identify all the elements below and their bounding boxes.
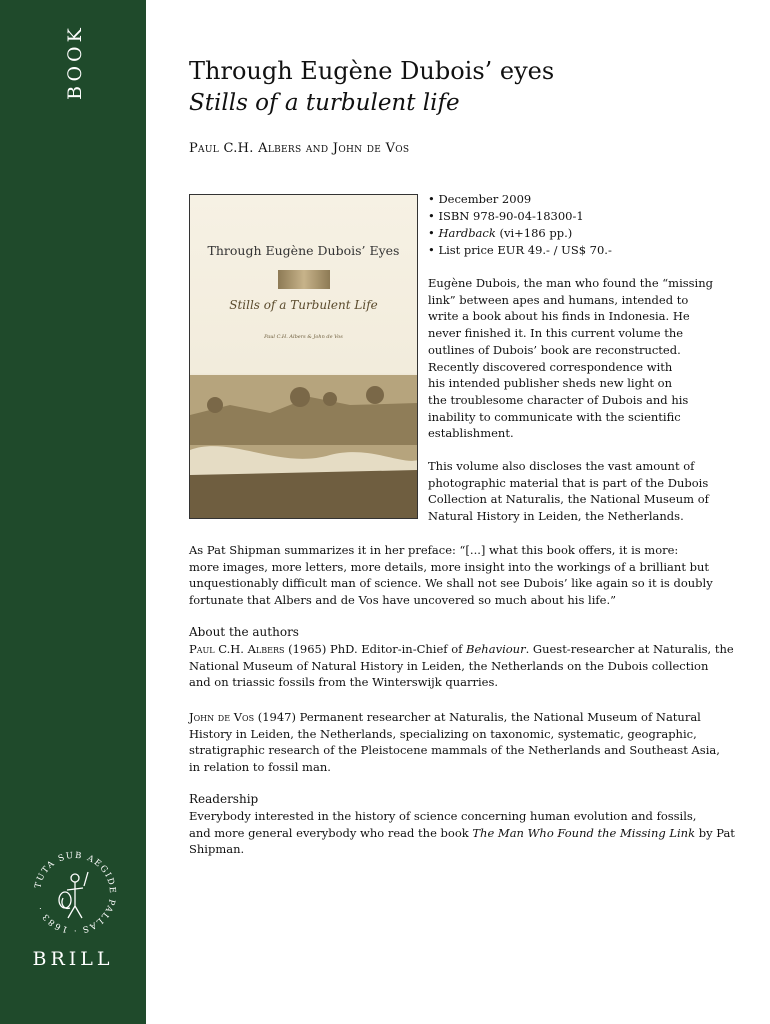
referenced-book-title: The Man Who Found the Missing Link (472, 825, 696, 840)
journal-name: Behaviour (466, 642, 526, 656)
cover-landscape-photo (190, 375, 418, 519)
book-subtitle: Stills of a turbulent life (189, 90, 460, 116)
meta-binding (428, 225, 572, 242)
text-line: inability to communicate with the scientific (428, 409, 681, 424)
text-line: Eugène Dubois, the man who found the “missing (428, 276, 713, 290)
description-paragraph-2 (428, 458, 709, 525)
text-line: establishment. (428, 426, 514, 441)
text-line: fortunate that Albers and de Vos have uncovered so much about his life.” (189, 593, 616, 608)
text-line: This volume also discloses the vast amount of (428, 459, 695, 473)
text-line: photographic material that is part of the Dubois (428, 475, 709, 490)
text-line: Natural History in Leiden, the Netherlands. (428, 509, 684, 524)
cover-authors: Paul C.H. Albers & John de Vos (264, 334, 343, 340)
text-line: his intended publisher sheds new light on (428, 376, 672, 391)
text-line: History in Leiden, the Netherlands, specializing on taxonomic, systematic, geographic, (189, 726, 697, 741)
binding-prefix: • (428, 226, 439, 240)
text-line: outlines of Dubois’ book are reconstructed. (428, 342, 681, 357)
about-authors-heading: About the authors (189, 625, 299, 639)
text-line: never finished it. In this current volume the (428, 326, 684, 341)
readership-heading: Readership (189, 792, 259, 806)
text-line (189, 641, 734, 658)
authors-line: Paul C.H. Albers and John de Vos (189, 141, 410, 156)
meta-isbn: • ISBN 978-90-04-18300-1 (428, 209, 584, 223)
text-line: Everybody interested in the history of science concerning human evolution and fossils, (189, 809, 697, 823)
meta-date: • December 2009 (428, 192, 532, 206)
readership-text-part: by Pat (695, 825, 735, 840)
brill-seal-logo (30, 848, 120, 938)
text-line: National Museum of Natural History in Leiden, the Netherlands on the Dubois collection (189, 658, 709, 673)
text-line: As Pat Shipman summarizes it in her preface: “[...] what this book offers, it is more: (189, 543, 679, 557)
text-line: Collection at Naturalis, the National Museum of (428, 492, 709, 507)
text-line: Shipman. (189, 842, 245, 857)
bio-text: (1947) Permanent researcher at Naturalis, the National Museum of Natural (254, 710, 701, 724)
text-line: and on triassic fossils from the Winterswijk quarries. (189, 675, 499, 690)
book-cover-image (189, 194, 418, 519)
author1-name: Paul C.H. Albers (189, 642, 285, 656)
cover-title: Through Eugène Dubois’ Eyes (207, 243, 400, 258)
cover-subtitle: Stills of a Turbulent Life (229, 298, 378, 312)
readership-text-part: and more general everybody who read the book (189, 825, 473, 840)
text-line: stratigraphic research of the Pleistocene mammals of the Netherlands and Southeast Asia, (189, 743, 720, 758)
svg-text:TUTA SUB AEGIDE PALLAS · 1683: TUTA SUB AEGIDE PALLAS · 1683 · (33, 850, 118, 936)
author1-bio (189, 641, 734, 691)
text-line: write a book about his finds in Indonesia. He (428, 309, 690, 324)
text-line: unquestionably difficult man of science. We shall not see Dubois’ like again so it is doubly (189, 576, 713, 591)
cover-eyes-photo (278, 270, 330, 289)
bio-text: . Guest-researcher at Naturalis, the (525, 642, 734, 656)
binding-type: Hardback (438, 226, 496, 240)
author2-name: John de Vos (189, 710, 255, 724)
brill-wordmark: BRILL (32, 948, 114, 970)
page-count: (vi+186 pp.) (495, 226, 573, 240)
author2-bio (189, 709, 720, 776)
text-line: Recently discovered correspondence with (428, 359, 673, 374)
text-line: more images, more letters, more details, more insight into the workings of a brilliant but (189, 559, 709, 574)
text-line: the troublesome character of Dubois and his (428, 392, 689, 407)
book-title: Through Eugène Dubois’ eyes (189, 57, 555, 85)
description-paragraph (428, 275, 713, 442)
bio-text: (1965) PhD. Editor-in-Chief of (284, 642, 467, 656)
text-line (189, 825, 735, 842)
text-line: in relation to fossil man. (189, 760, 331, 775)
preface-quote (189, 542, 713, 609)
book-label: BOOK (64, 24, 86, 100)
meta-price: • List price EUR 49.- / US$ 70.- (428, 243, 612, 257)
readership-text (189, 808, 735, 858)
text-line (189, 709, 720, 726)
sidebar (0, 0, 146, 1024)
text-line: link” between apes and humans, intended to (428, 292, 689, 307)
